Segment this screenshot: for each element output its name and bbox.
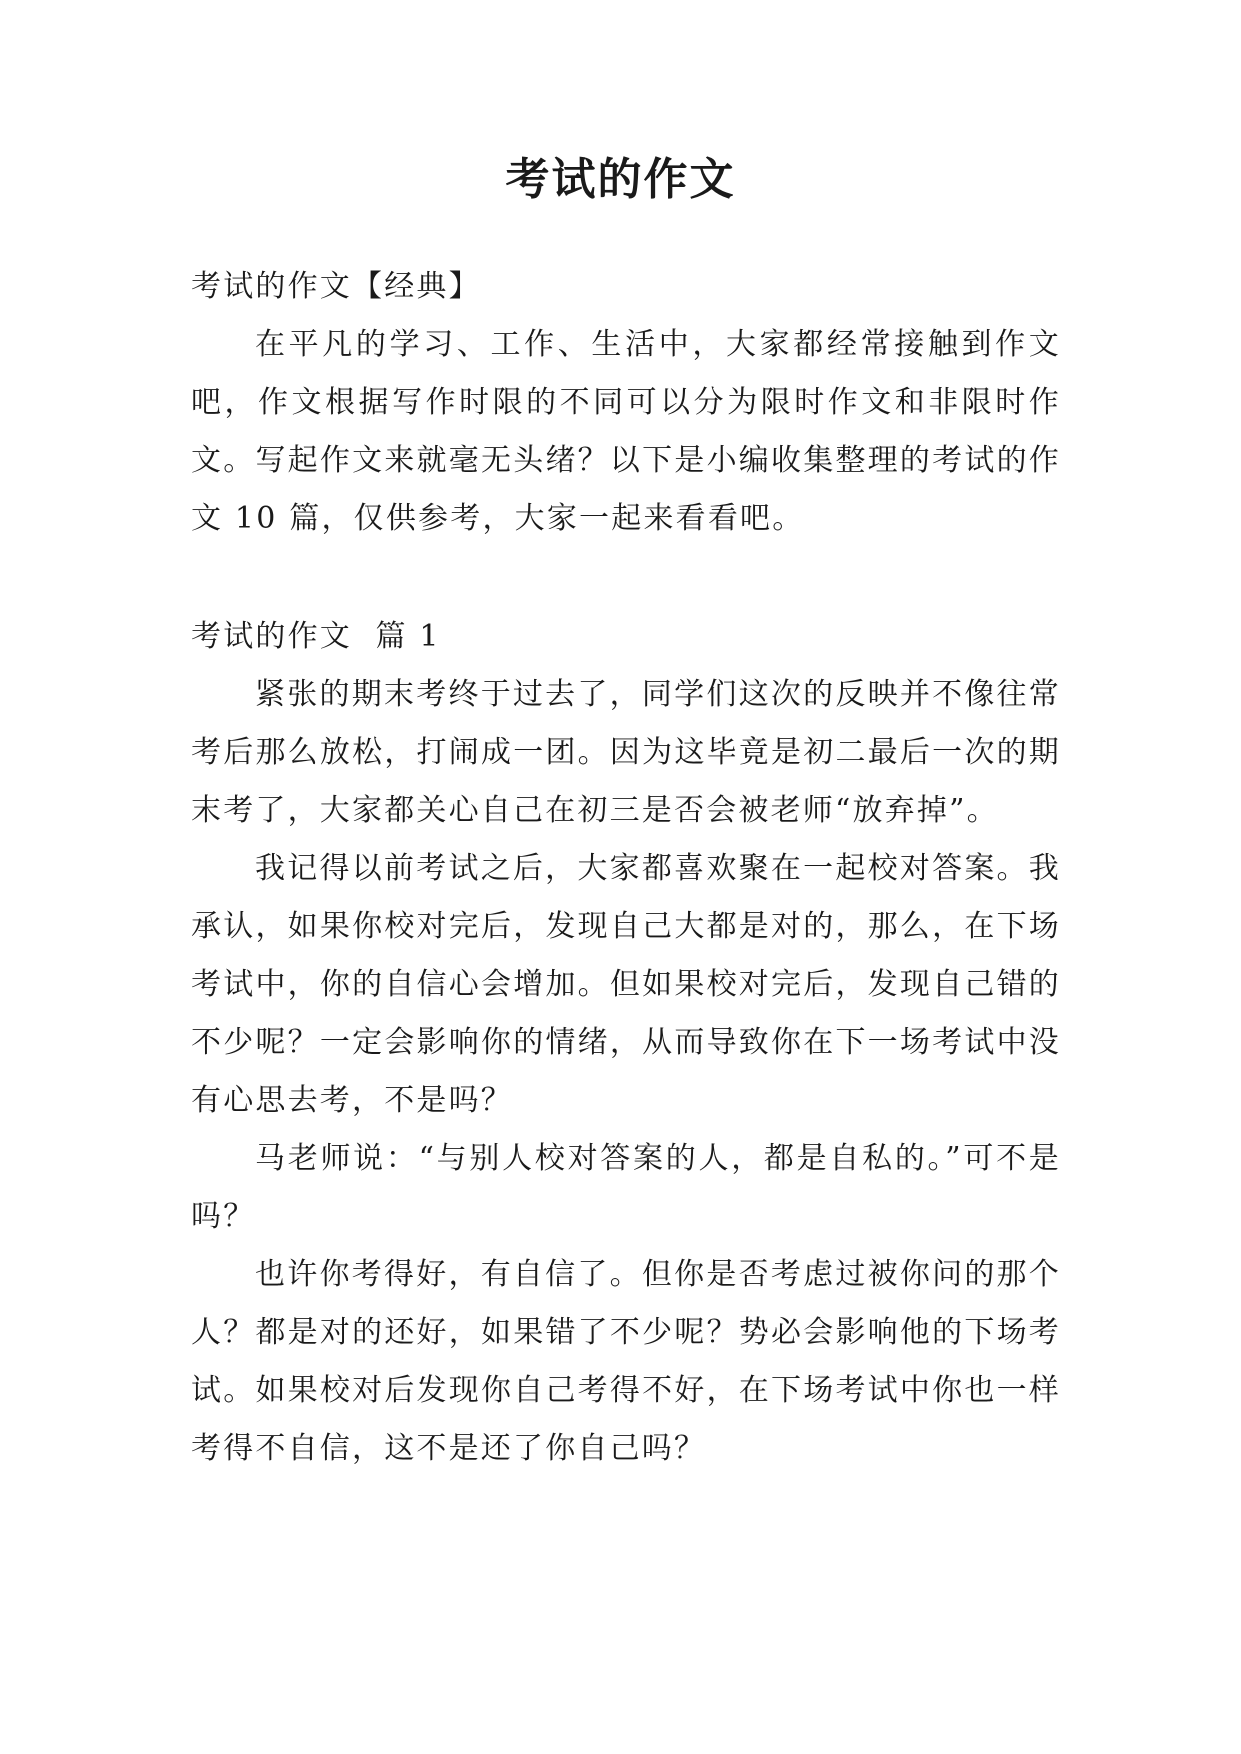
section-spacer: [191, 548, 1061, 608]
section-1-heading: 考试的作文 篇 1: [191, 619, 441, 654]
intro-paragraph: 在平凡的学习、工作、生活中，大家都经常接触到作文吧，作文根据写作时限的不同可以分为限时作文和非限时作文。写起作文来就毫无头绪？以下是小编收集整理的考试的作文 10 篇，仅供参考，大家一起来看看吧。: [191, 327, 1061, 536]
section-1-paragraph-3: 马老师说：“与别人校对答案的人，都是自私的。”可不是吗？: [191, 1141, 1061, 1234]
intro-heading: 考试的作文【经典】: [191, 269, 481, 304]
document-body: [191, 258, 1061, 1478]
document-title: 考试的作文: [505, 154, 736, 205]
section-1-paragraph-2: 我记得以前考试之后，大家都喜欢聚在一起校对答案。我承认，如果你校对完后，发现自己大都是对的，那么，在下场考试中，你的自信心会增加。但如果校对完后，发现自己错的不少呢？一定会影响你的情绪，从而导致你在下一场考试中没有心思去考，不是吗？: [191, 851, 1061, 1118]
section-1-paragraph-1: 紧张的期末考终于过去了，同学们这次的反映并不像往常考后那么放松，打闹成一团。因为这毕竟是初二最后一次的期末考了，大家都关心自己在初三是否会被老师“放弃掉”。: [191, 677, 1061, 828]
section-1-paragraph-4: 也许你考得好，有自信了。但你是否考虑过被你问的那个人？都是对的还好，如果错了不少呢？势必会影响他的下场考试。如果校对后发现你自己考得不好，在下场考试中你也一样考得不自信，这不是还了你自己吗？: [191, 1257, 1061, 1466]
